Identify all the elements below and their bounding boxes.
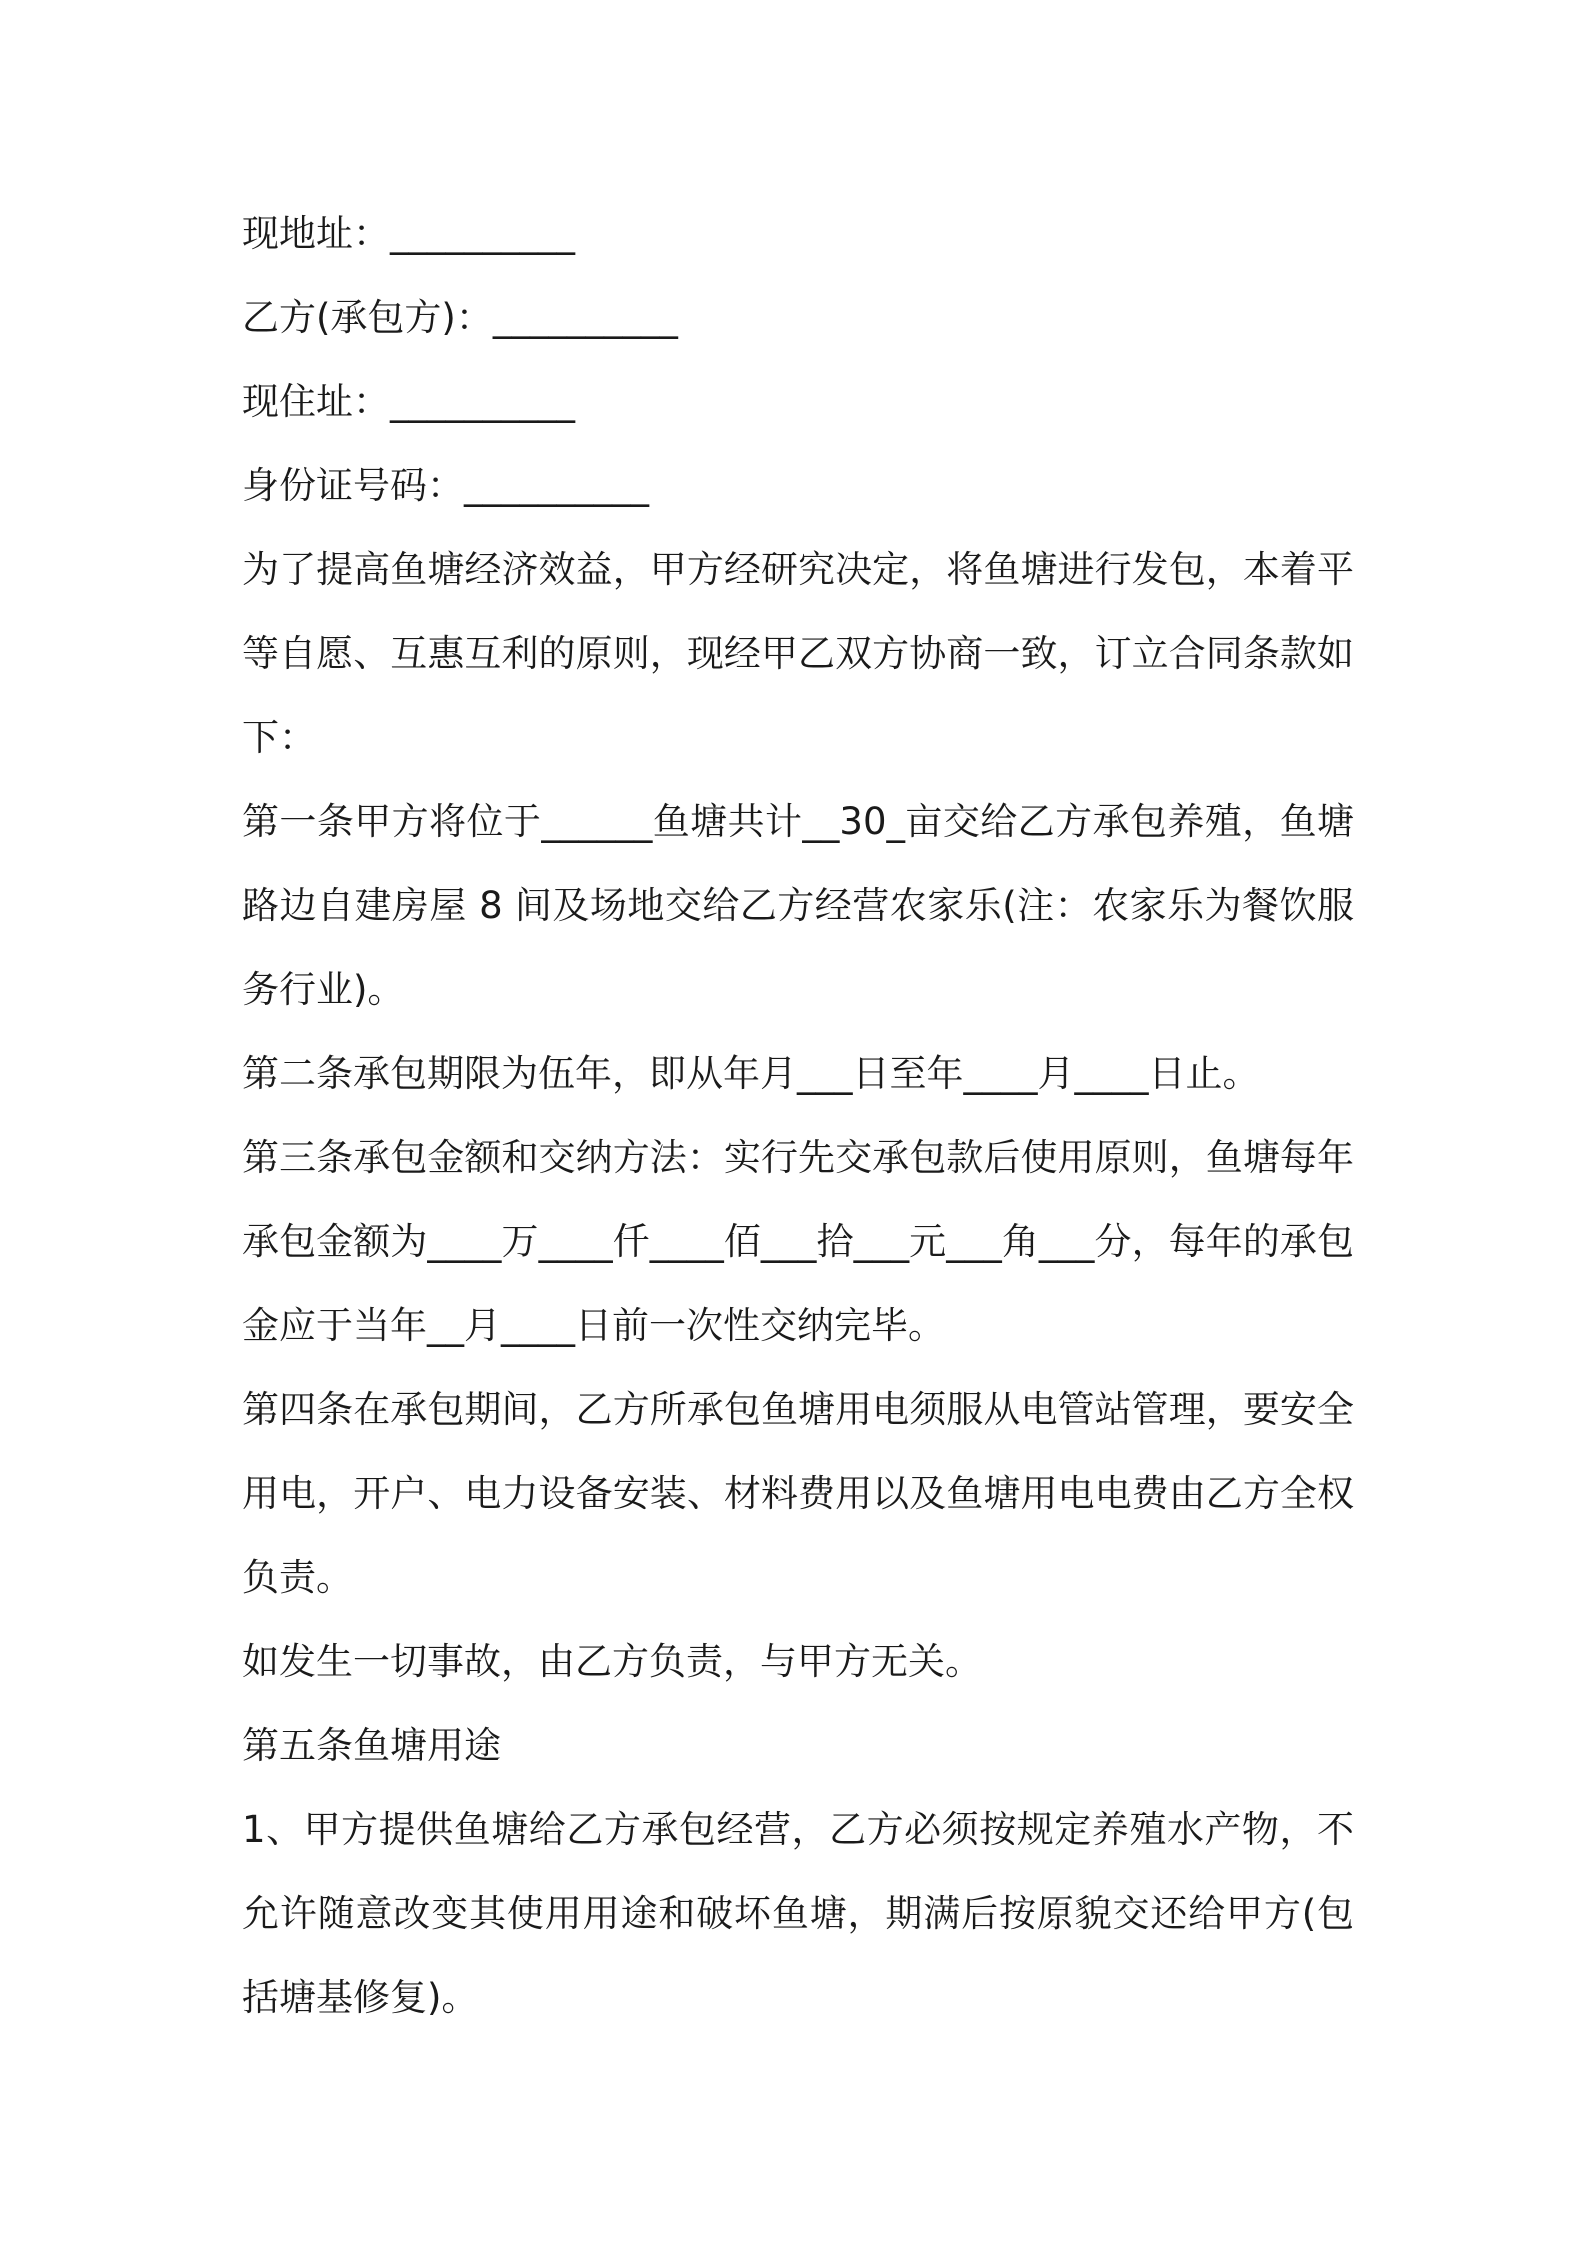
article-3-paragraph: 第三条承包金额和交纳方法：实行先交承包款后使用原则，鱼塘每年承包金额为____万____仟____佰___拾___元___角___分，每年的承包金应于当年__月____日前一次性交纳完毕。 — [242, 1136, 1354, 1347]
current-address-line: 现地址：__________ — [242, 212, 575, 255]
article-5-heading: 第五条鱼塘用途 — [242, 1724, 501, 1767]
residence-address-line: 现住址：__________ — [242, 380, 575, 423]
document-page — [242, 192, 1354, 2040]
article-4-paragraph: 第四条在承包期间，乙方所承包鱼塘用电须服从电管站管理，要安全用电，开户、电力设备安装、材料费用以及鱼塘用电电费由乙方全权负责。 — [242, 1388, 1354, 1599]
article-1-paragraph: 第一条甲方将位于______鱼塘共计__30_亩交给乙方承包养殖，鱼塘路边自建房屋 8 间及场地交给乙方经营农家乐(注：农家乐为餐饮服务行业)。 — [242, 800, 1354, 1011]
article-2-paragraph: 第二条承包期限为伍年，即从年月___日至年____月____日止。 — [242, 1052, 1260, 1095]
article-5-item-1-paragraph: 1、甲方提供鱼塘给乙方承包经营，乙方必须按规定养殖水产物，不允许随意改变其使用用途和破坏鱼塘，期满后按原貌交还给甲方(包括塘基修复)。 — [242, 1808, 1354, 2019]
accident-clause-paragraph: 如发生一切事故，由乙方负责，与甲方无关。 — [242, 1640, 982, 1683]
party-b-line: 乙方(承包方)：__________ — [242, 296, 678, 339]
id-number-line: 身份证号码：__________ — [242, 464, 649, 507]
preamble-paragraph: 为了提高鱼塘经济效益，甲方经研究决定，将鱼塘进行发包，本着平等自愿、互惠互利的原则，现经甲乙双方协商一致，订立合同条款如下： — [242, 548, 1354, 759]
